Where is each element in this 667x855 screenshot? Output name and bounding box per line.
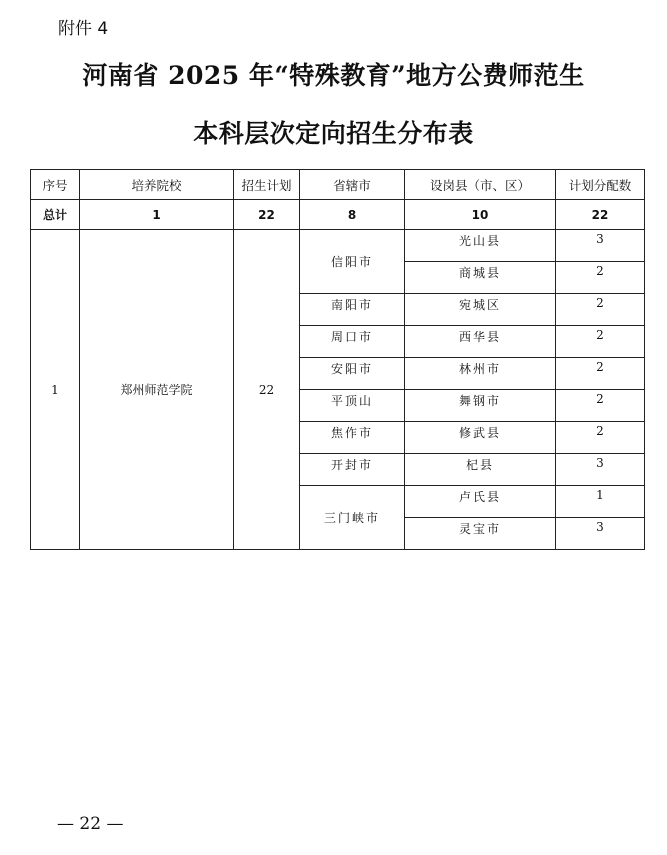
city-cell: 安阳市 (300, 358, 405, 390)
allocation-cell: 2 (556, 294, 645, 326)
document-title-line-1: 河南省 2025 年“特殊教育”地方公费师范生 (82, 61, 585, 90)
county-cell: 宛城区 (405, 294, 556, 326)
allocation-cell: 2 (556, 422, 645, 454)
allocation-cell: 3 (556, 518, 645, 550)
city-cell: 开封市 (300, 454, 405, 486)
allocation-cell: 2 (556, 326, 645, 358)
allocation-cell: 2 (556, 262, 645, 294)
city-cell: 平顶山 (300, 390, 405, 422)
total-counties: 10 (405, 200, 556, 230)
school-plan: 22 (234, 230, 300, 550)
allocation-cell: 3 (556, 454, 645, 486)
header-allocation: 计划分配数 (556, 170, 645, 200)
total-schools: 1 (80, 200, 234, 230)
page-number: — 22 — (57, 814, 124, 834)
annex-label: 附件 4 (58, 19, 109, 39)
header-index: 序号 (31, 170, 80, 200)
header-school: 培养院校 (80, 170, 234, 200)
allocation-cell: 1 (556, 486, 645, 518)
county-cell: 西华县 (405, 326, 556, 358)
city-cell: 信阳市 (300, 230, 405, 294)
city-cell: 焦作市 (300, 422, 405, 454)
county-cell: 林州市 (405, 358, 556, 390)
county-cell: 修武县 (405, 422, 556, 454)
city-cell: 南阳市 (300, 294, 405, 326)
distribution-table (30, 169, 645, 550)
total-cities: 8 (300, 200, 405, 230)
document-title-line-2: 本科层次定向招生分布表 (193, 119, 474, 148)
school-index: 1 (31, 230, 80, 550)
city-cell: 周口市 (300, 326, 405, 358)
school-name: 郑州师范学院 (80, 230, 234, 550)
header-county: 设岗县（市、区） (405, 170, 556, 200)
county-cell: 舞钢市 (405, 390, 556, 422)
county-cell: 光山县 (405, 230, 556, 262)
header-plan: 招生计划 (234, 170, 300, 200)
county-cell: 杞县 (405, 454, 556, 486)
county-cell: 商城县 (405, 262, 556, 294)
allocation-cell: 3 (556, 230, 645, 262)
county-cell: 卢氏县 (405, 486, 556, 518)
table-row (31, 230, 645, 262)
total-allocation: 22 (556, 200, 645, 230)
allocation-cell: 2 (556, 358, 645, 390)
table-header-row (31, 170, 645, 200)
county-cell: 灵宝市 (405, 518, 556, 550)
header-city: 省辖市 (300, 170, 405, 200)
city-cell: 三门峡市 (300, 486, 405, 550)
total-row (31, 200, 645, 230)
total-label: 总计 (31, 200, 80, 230)
total-plan: 22 (234, 200, 300, 230)
allocation-cell: 2 (556, 390, 645, 422)
